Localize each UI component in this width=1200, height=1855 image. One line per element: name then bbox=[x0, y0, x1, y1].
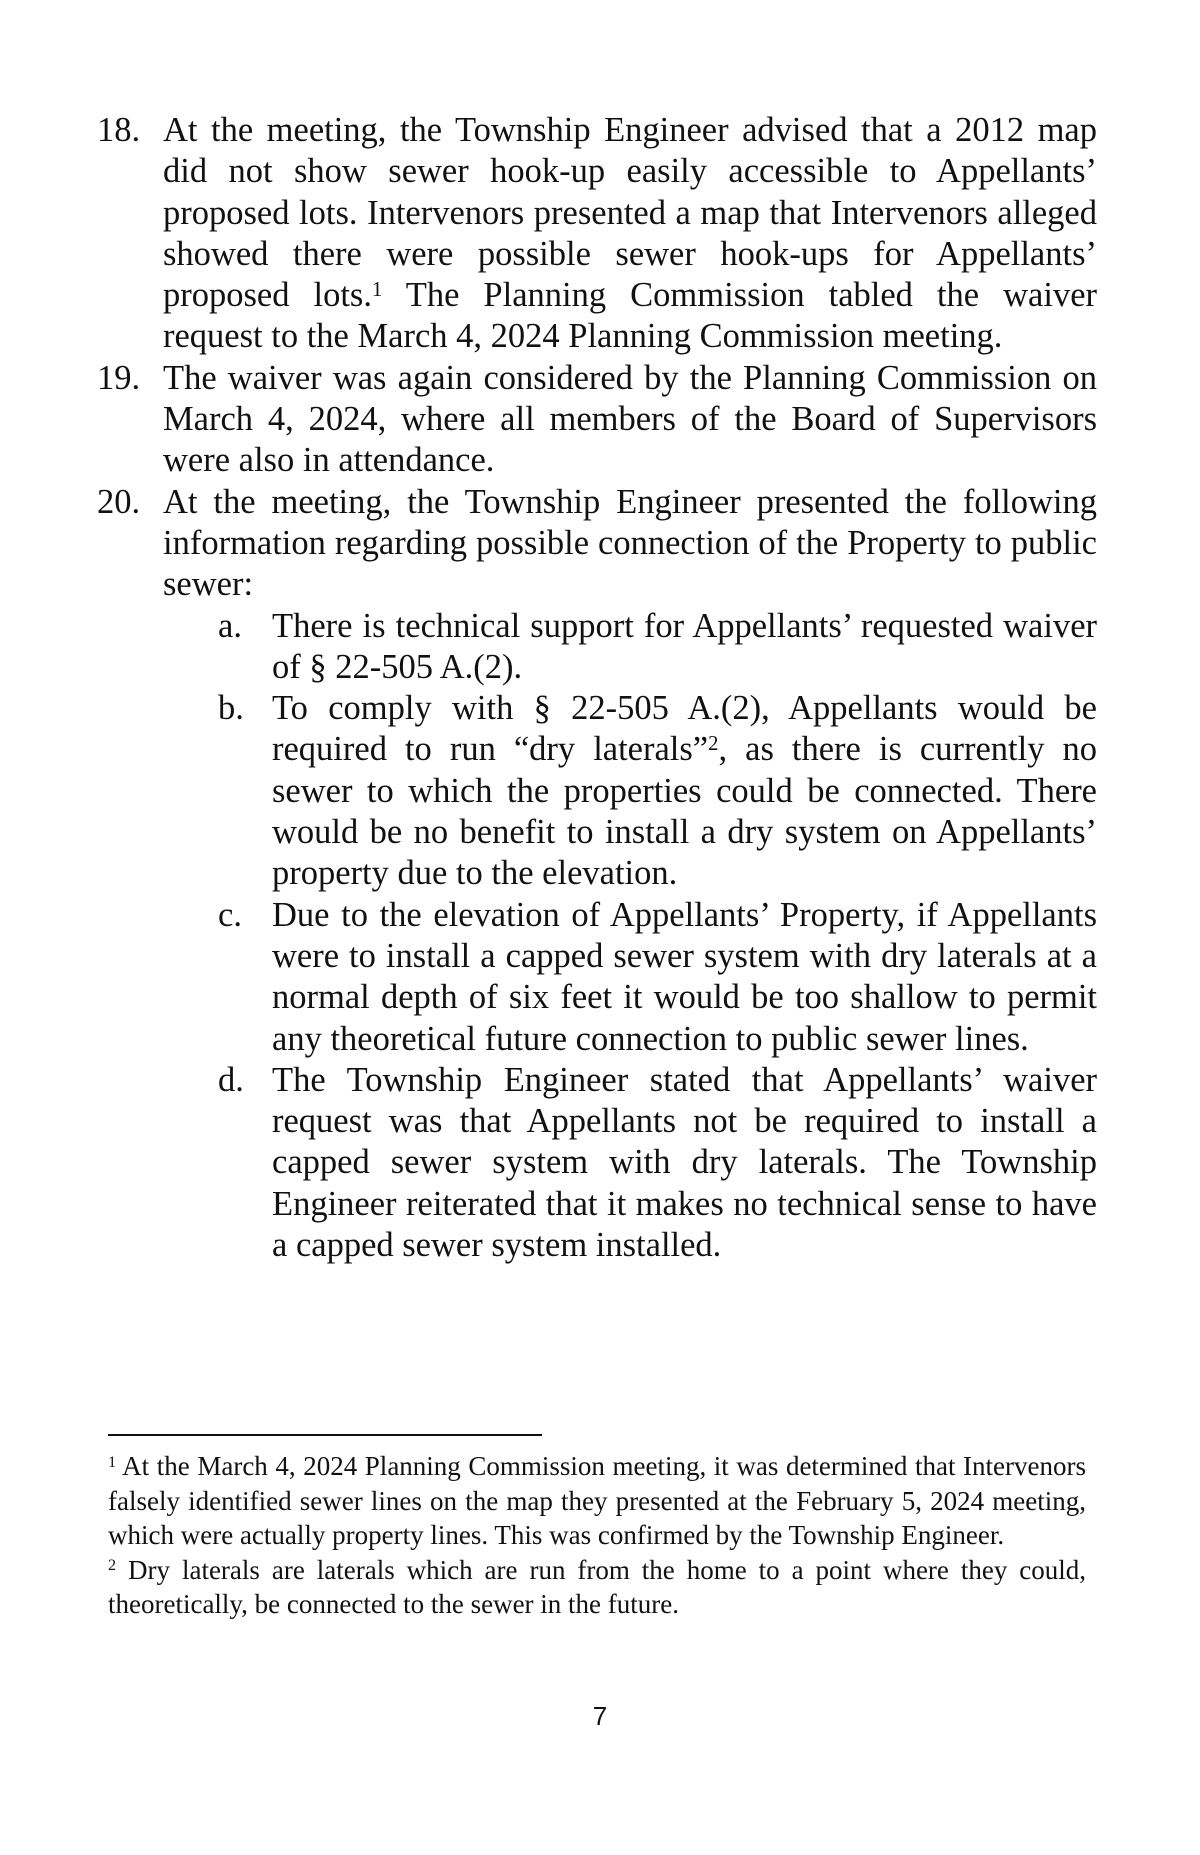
subitem-c bbox=[97, 895, 1097, 1060]
footnotes bbox=[108, 1449, 1086, 1622]
body-text bbox=[97, 110, 1097, 1266]
subitem-b bbox=[97, 688, 1097, 894]
paragraph-text: The waiver was again considered by the Planning Commission on March 4, 2024, where all members of the Board of Supervisors were also in attendance. bbox=[163, 358, 1097, 480]
footnote-1 bbox=[108, 1449, 1086, 1553]
paragraph-number: 20. bbox=[97, 482, 141, 521]
subitem-letter: a. bbox=[218, 606, 242, 645]
subitem-text: The Township Engineer stated that Appellants’ waiver request was that Appellants not be required to install a capped sewer system with dry laterals. The Township Engineer reiterated that it makes no technical sense to have a capped sewer system installed. bbox=[272, 1060, 1097, 1265]
footnote-marker: 2 bbox=[108, 1556, 117, 1575]
paragraph-text: At the meeting, the Township Engineer presented the following information regarding possible connection of the Property to public sewer: bbox=[163, 482, 1097, 604]
paragraph-18 bbox=[97, 110, 1097, 358]
subitem-d bbox=[97, 1060, 1097, 1266]
footnote-separator bbox=[108, 1434, 542, 1436]
footnote-reference-1[interactable]: 1 bbox=[372, 278, 383, 301]
footnote-reference-2[interactable]: 2 bbox=[708, 733, 719, 756]
paragraph-19 bbox=[97, 358, 1097, 482]
paragraph-20 bbox=[97, 482, 1097, 606]
subitem-text-continued: , as there is currently no sewer to which the properties could be connected. There would be no benefit to install a dry system on Appellants’ property due to the elevation. bbox=[272, 730, 1097, 893]
footnote-text: Dry laterals are laterals which are run from the home to a point where they could, theoretically, be connected to the sewer in the future. bbox=[108, 1554, 1086, 1619]
paragraph-number: 19. bbox=[97, 358, 141, 397]
footnote-marker: 1 bbox=[108, 1452, 117, 1471]
paragraph-text: At the meeting, the Township Engineer advised that a 2012 map did not show sewer hook-up easily accessible to Appellants’ proposed lots. Intervenors presented a map that Intervenors alleged showed there were possible sewer hook-ups for Appellants’ proposed lots. bbox=[163, 111, 1097, 315]
subitem-text: Due to the elevation of Appellants’ Property, if Appellants were to install a capped sewer system with dry laterals at a normal depth of six feet it would be too shallow to permit any theoretical future connection to public sewer lines. bbox=[272, 895, 1097, 1058]
footnote-text: At the March 4, 2024 Planning Commission meeting, it was determined that Intervenors falsely identified sewer lines on the map they presented at the February 5, 2024 meeting, which were actually property lines. This was confirmed by the Township Engineer. bbox=[108, 1451, 1086, 1550]
subitem-a bbox=[97, 606, 1097, 689]
subitem-letter: b. bbox=[218, 689, 244, 728]
subitem-text: To comply with § 22-505 A.(2), Appellants would be required to run “dry laterals” bbox=[272, 689, 1097, 769]
subitem-letter: c. bbox=[218, 895, 242, 934]
page-number: 7 bbox=[592, 1701, 608, 1731]
footnote-2 bbox=[108, 1553, 1086, 1622]
subitem-text: There is technical support for Appellants’ requested waiver of § 22-505 A.(2). bbox=[272, 606, 1097, 686]
subitem-letter: d. bbox=[218, 1060, 244, 1099]
paragraph-number: 18. bbox=[97, 111, 141, 149]
paragraph-text-continued: The Planning Commission tabled the waiver request to the March 4, 2024 Planning Commission meeting. bbox=[163, 276, 1098, 356]
